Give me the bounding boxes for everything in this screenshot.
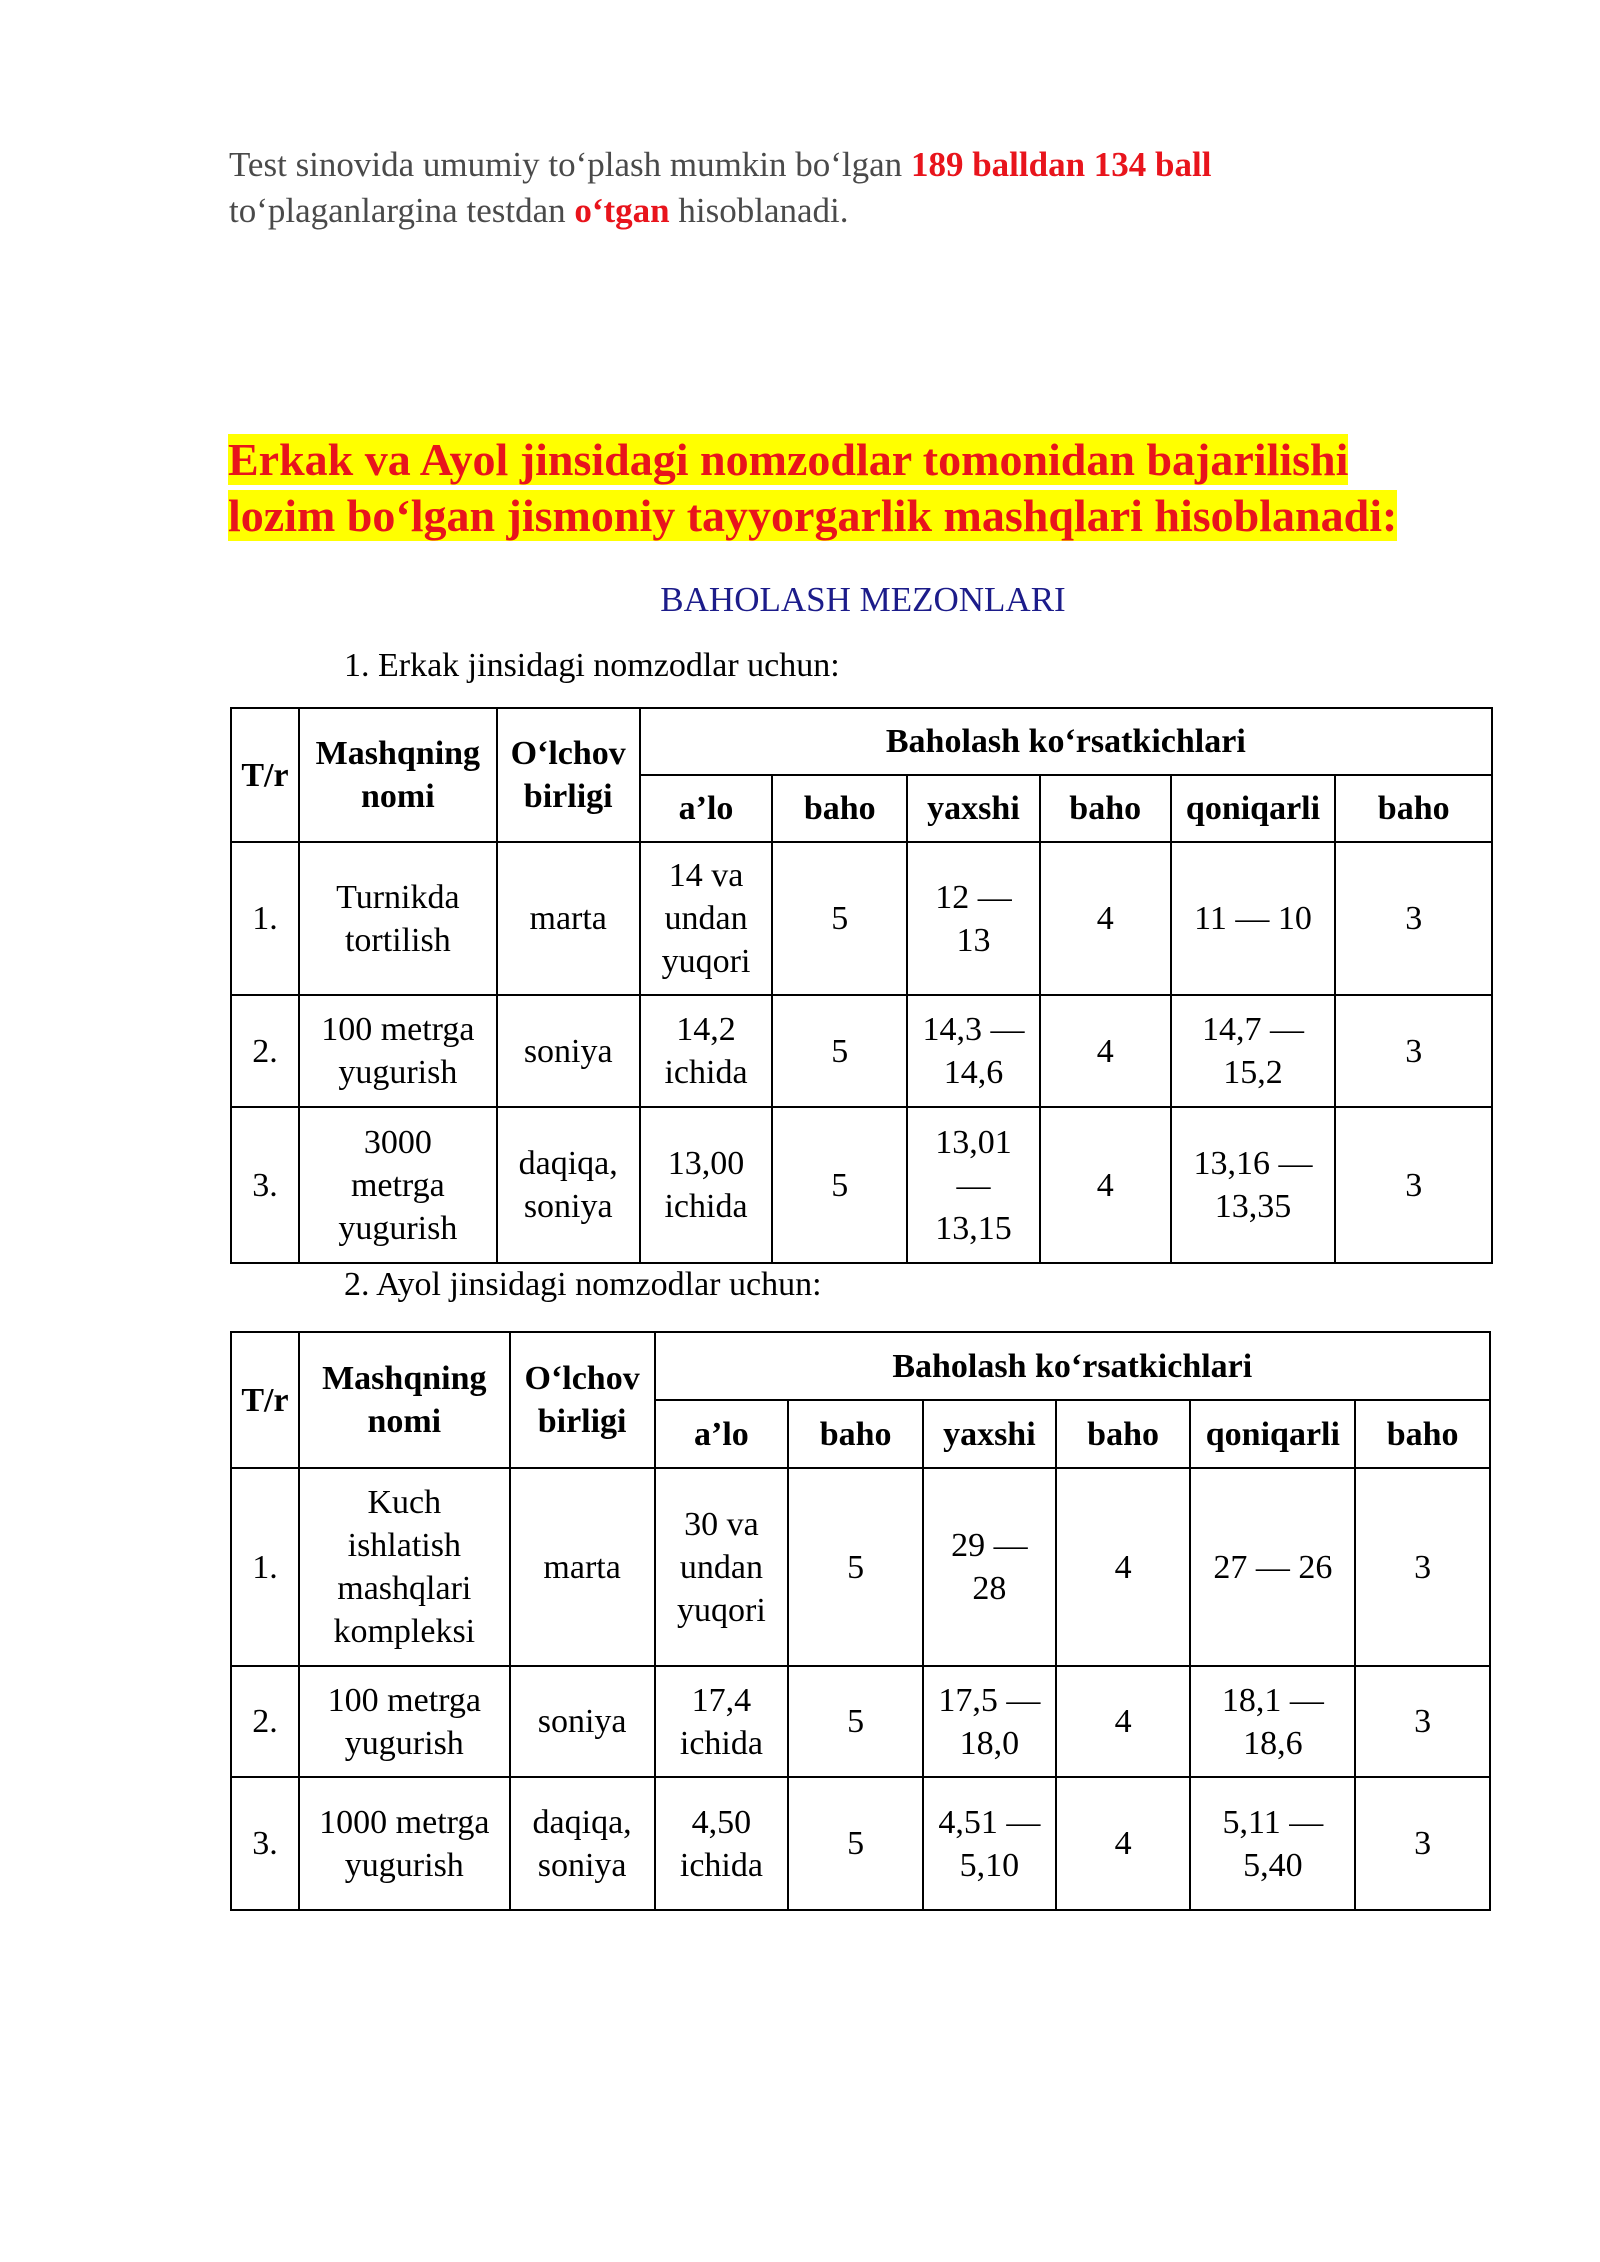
cell-baho: 4 — [1056, 1777, 1191, 1910]
header-baho: baho — [788, 1400, 923, 1468]
header-baho: baho — [772, 775, 907, 842]
cell-baho: 5 — [772, 995, 907, 1107]
header-group: Baholash ko‘rsatkichlari — [640, 708, 1492, 775]
cell-qoniqarli: 27 — 26 — [1190, 1468, 1355, 1666]
intro-text: Test sinovida umumiy to‘plash mumkin bo‘lgan — [229, 145, 911, 184]
cell-yaxshi: 12 — 13 — [907, 842, 1040, 995]
cell-exercise-name: 3000 metrga yugurish — [299, 1107, 497, 1263]
criteria-title: BAHOLASH MEZONLARI — [660, 580, 1066, 619]
header-unit: O‘lchov birligi — [497, 708, 640, 842]
cell-alo: 14 va undan yuqori — [640, 842, 773, 995]
header-qoniqarli: qoniqarli — [1190, 1400, 1355, 1468]
cell-unit: soniya — [510, 1666, 655, 1777]
cell-number: 3. — [231, 1777, 299, 1910]
cell-alo: 4,50 ichida — [655, 1777, 789, 1910]
cell-baho: 3 — [1335, 1107, 1492, 1263]
cell-baho: 4 — [1040, 995, 1171, 1107]
header-qoniqarli: qoniqarli — [1171, 775, 1336, 842]
cell-unit: daqiqa, soniya — [497, 1107, 640, 1263]
header-baho: baho — [1355, 1400, 1490, 1468]
section-heading — [228, 432, 1528, 544]
header-group: Baholash ko‘rsatkichlari — [655, 1332, 1490, 1400]
cell-qoniqarli: 14,7 — 15,2 — [1171, 995, 1336, 1107]
cell-baho: 4 — [1040, 842, 1171, 995]
table-row — [231, 1107, 1492, 1263]
cell-number: 2. — [231, 1666, 299, 1777]
table-row — [231, 995, 1492, 1107]
cell-baho: 3 — [1355, 1666, 1490, 1777]
men-table-caption: 1. Erkak jinsidagi nomzodlar uchun: — [344, 647, 840, 684]
cell-unit: marta — [497, 842, 640, 995]
cell-exercise-name: Turnikda tortilish — [299, 842, 497, 995]
table-row — [231, 842, 1492, 995]
header-alo: a’lo — [640, 775, 773, 842]
header-exercise-name: Mashqning nomi — [299, 1332, 510, 1468]
cell-baho: 5 — [772, 1107, 907, 1263]
cell-baho: 3 — [1355, 1777, 1490, 1910]
cell-qoniqarli: 13,16 — 13,35 — [1171, 1107, 1336, 1263]
intro-line-1 — [229, 142, 1429, 188]
cell-alo: 17,4 ichida — [655, 1666, 789, 1777]
cell-unit: soniya — [497, 995, 640, 1107]
table-row — [231, 1777, 1490, 1910]
heading-line-1: Erkak va Ayol jinsidagi nomzodlar tomonidan bajarilishi — [228, 434, 1349, 485]
cell-alo: 30 va undan yuqori — [655, 1468, 789, 1666]
intro-highlight-score: 189 balldan 134 ball — [910, 145, 1212, 184]
cell-unit: marta — [510, 1468, 655, 1666]
cell-exercise-name: 100 metrga yugurish — [299, 1666, 510, 1777]
cell-number: 3. — [231, 1107, 299, 1263]
cell-exercise-name: Kuch ishlatish mashqlari kompleksi — [299, 1468, 510, 1666]
intro-highlight-passed: o‘tgan — [574, 191, 670, 230]
header-baho: baho — [1056, 1400, 1191, 1468]
cell-baho: 4 — [1056, 1468, 1191, 1666]
header-baho: baho — [1335, 775, 1492, 842]
cell-qoniqarli: 11 — 10 — [1171, 842, 1336, 995]
cell-exercise-name: 100 metrga yugurish — [299, 995, 497, 1107]
cell-yaxshi: 17,5 — 18,0 — [923, 1666, 1056, 1777]
cell-baho: 4 — [1040, 1107, 1171, 1263]
cell-yaxshi: 29 — 28 — [923, 1468, 1056, 1666]
cell-unit: daqiqa, soniya — [510, 1777, 655, 1910]
cell-baho: 3 — [1335, 995, 1492, 1107]
cell-qoniqarli: 18,1 — 18,6 — [1190, 1666, 1355, 1777]
header-exercise-name: Mashqning nomi — [299, 708, 497, 842]
cell-yaxshi: 13,01 — 13,15 — [907, 1107, 1040, 1263]
cell-number: 1. — [231, 842, 299, 995]
cell-baho: 3 — [1355, 1468, 1490, 1666]
cell-alo: 14,2 ichida — [640, 995, 773, 1107]
heading-line-2: lozim bo‘lgan jismoniy tayyorgarlik mashqlari hisoblanadi: — [228, 490, 1398, 541]
intro-line-2 — [229, 188, 1429, 234]
cell-qoniqarli: 5,11 — 5,40 — [1190, 1777, 1355, 1910]
cell-exercise-name: 1000 metrga yugurish — [299, 1777, 510, 1910]
cell-baho: 5 — [772, 842, 907, 995]
cell-number: 2. — [231, 995, 299, 1107]
header-baho: baho — [1040, 775, 1171, 842]
header-tr: T/r — [231, 708, 299, 842]
men-criteria-table — [230, 707, 1493, 1264]
cell-baho: 4 — [1056, 1666, 1191, 1777]
intro-text: hisoblanadi. — [669, 191, 849, 230]
cell-baho: 5 — [788, 1666, 923, 1777]
cell-baho: 5 — [788, 1468, 923, 1666]
cell-baho: 5 — [788, 1777, 923, 1910]
header-alo: a’lo — [655, 1400, 789, 1468]
cell-baho: 3 — [1335, 842, 1492, 995]
cell-number: 1. — [231, 1468, 299, 1666]
cell-yaxshi: 4,51 — 5,10 — [923, 1777, 1056, 1910]
header-yaxshi: yaxshi — [923, 1400, 1056, 1468]
women-table-caption: 2. Ayol jinsidagi nomzodlar uchun: — [344, 1266, 822, 1303]
intro-paragraph — [229, 142, 1429, 234]
cell-yaxshi: 14,3 — 14,6 — [907, 995, 1040, 1107]
table-row — [231, 1468, 1490, 1666]
intro-text: to‘plaganlargina testdan — [229, 191, 575, 230]
women-criteria-table — [230, 1331, 1491, 1911]
table-row — [231, 1666, 1490, 1777]
cell-alo: 13,00 ichida — [640, 1107, 773, 1263]
header-unit: O‘lchov birligi — [510, 1332, 655, 1468]
header-yaxshi: yaxshi — [907, 775, 1040, 842]
header-tr: T/r — [231, 1332, 299, 1468]
